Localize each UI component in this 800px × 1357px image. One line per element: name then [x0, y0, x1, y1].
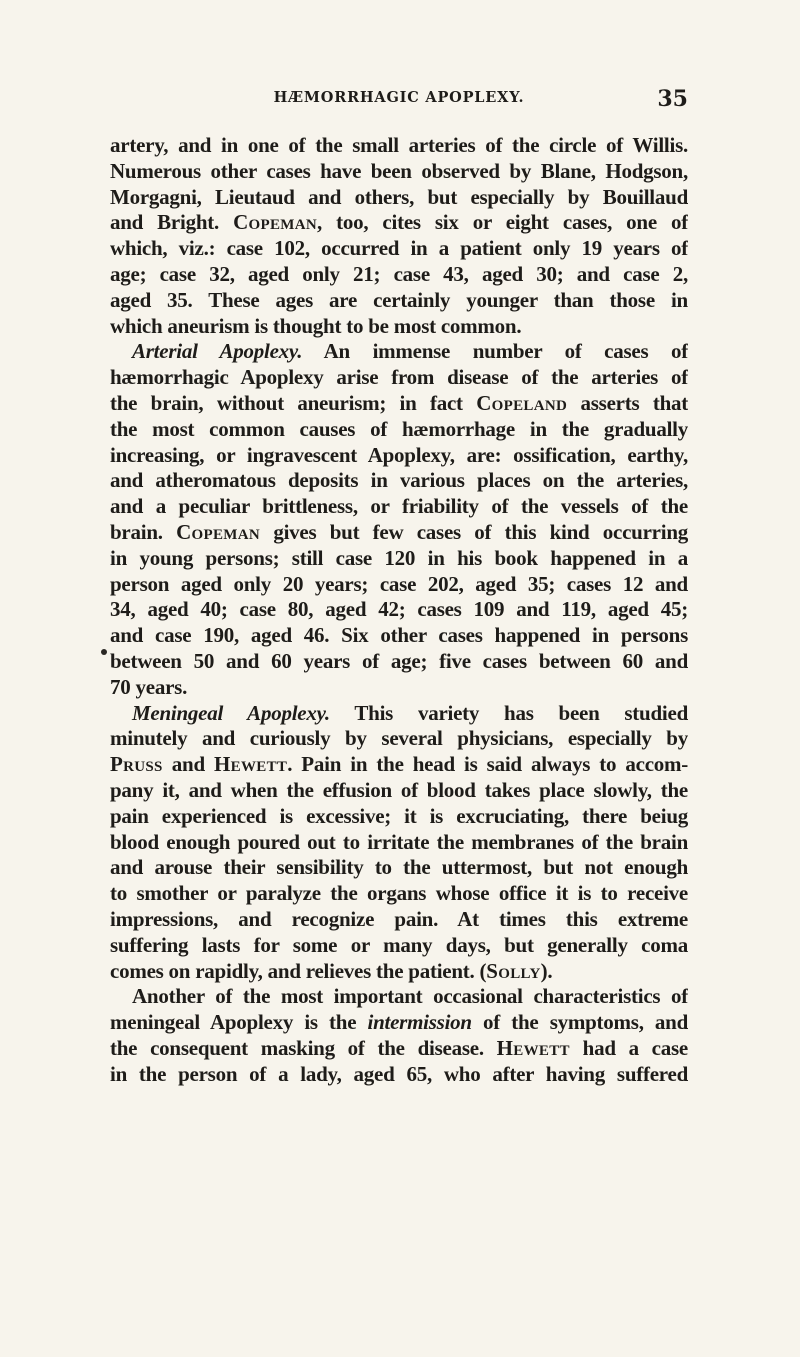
text-run: aged 35. These ages are certainly younger than those in	[110, 287, 688, 312]
text-run: between 50 and 60 years of age; five cases between 60 and	[110, 648, 688, 673]
text-line	[110, 959, 688, 985]
text-run: suffering lasts for some or many days, but generally coma	[110, 932, 688, 957]
text-line	[110, 468, 688, 494]
text-run: asserts that	[567, 390, 688, 415]
author-name: Solly	[486, 958, 541, 983]
text-run: and	[162, 752, 215, 777]
text-run: minutely and curiously by several physicians, especially by	[110, 726, 688, 751]
text-line	[110, 339, 688, 365]
text-line	[110, 494, 688, 520]
text-run: brain.	[110, 519, 177, 544]
text-run: . Pain in the head is said always to accom-	[287, 752, 688, 777]
text-line	[110, 288, 688, 314]
text-run: of the symptoms, and	[471, 1010, 688, 1035]
text-line	[110, 546, 688, 572]
text-run: , too, cites six or eight cases, one of	[317, 210, 688, 235]
text-run: the consequent masking of the disease.	[110, 1035, 497, 1060]
author-name: Copeland	[476, 390, 568, 415]
text-run: 70 years.	[110, 674, 188, 699]
text-run: in young persons; still case 120 in his book happened in a	[110, 545, 688, 570]
text-line	[110, 623, 688, 649]
text-line	[110, 597, 688, 623]
text-run: age; case 32, aged only 21; case 43, aged 30; and case 2,	[110, 261, 688, 286]
author-name: Hewett	[496, 1035, 570, 1060]
running-title: HÆMORRHAGIC APOPLEXY.	[273, 89, 525, 106]
text-run: pain experienced is excessive; it is excruciating, there beiug	[110, 803, 688, 828]
text-run: and atheromatous deposits in various places on the arteries,	[110, 468, 688, 493]
italic-term: Meningeal Apoplexy.	[132, 700, 330, 725]
text-line	[110, 443, 688, 469]
text-run: had a case	[569, 1035, 688, 1060]
text-run: gives but few cases of this kind occurring	[260, 519, 688, 544]
author-name: Copeman	[176, 519, 261, 544]
text-run: Numerous other cases have been observed by Blane, Hodgson,	[110, 158, 688, 183]
text-line	[110, 391, 688, 417]
text-run: impressions, and recognize pain. At times this extreme	[110, 906, 688, 931]
text-line	[110, 1062, 688, 1088]
text-line	[110, 133, 688, 159]
text-run: the most common causes of hæmorrhage in the gradually	[110, 416, 688, 441]
text-run: Morgagni, Lieutaud and others, but especially by Bouillaud	[110, 184, 688, 209]
text-line	[110, 881, 688, 907]
text-line	[110, 417, 688, 443]
text-line	[110, 262, 688, 288]
text-run: and Bright.	[110, 210, 234, 235]
author-name: Pruss	[110, 752, 163, 777]
page-number: 35	[657, 86, 688, 112]
text-run: pany it, and when the effusion of blood takes place slowly, the	[110, 777, 688, 802]
text-line	[110, 933, 688, 959]
text-run: in the person of a lady, aged 65, who after having suffered	[110, 1061, 688, 1086]
text-line	[110, 159, 688, 185]
text-run: increasing, or ingravescent Apoplexy, are: ossification, earthy,	[110, 442, 688, 467]
text-run: 34, aged 40; case 80, aged 42; cases 109 and 119, aged 45;	[110, 597, 688, 622]
text-line	[110, 701, 688, 727]
italic-term: intermission	[367, 1010, 472, 1035]
text-line	[110, 855, 688, 881]
text-run: An immense number of cases of	[302, 339, 688, 364]
text-run: which, viz.: case 102, occurred in a patient only 19 years of	[110, 236, 688, 261]
text-line	[110, 907, 688, 933]
text-line	[110, 778, 688, 804]
text-run: comes on rapidly, and relieves the patient. (	[110, 958, 487, 983]
text-run: which aneurism is thought to be most common.	[110, 313, 522, 338]
text-line	[110, 1036, 688, 1062]
text-line	[110, 520, 688, 546]
text-line	[110, 675, 688, 701]
text-line	[110, 752, 688, 778]
text-line	[110, 236, 688, 262]
text-run: the brain, without aneurism; in fact	[110, 390, 477, 415]
text-line	[110, 726, 688, 752]
text-run: and case 190, aged 46. Six other cases happened in persons	[110, 623, 688, 648]
text-line	[110, 210, 688, 236]
text-line	[110, 649, 688, 675]
text-line	[110, 572, 688, 598]
author-name: Copeman	[233, 210, 318, 235]
text-run: This variety has been studied	[329, 700, 688, 725]
text-line	[110, 1010, 688, 1036]
text-run: and arouse their sensibility to the uttermost, but not enough	[110, 855, 688, 880]
text-run: to smother or paralyze the organs whose office it is to receive	[110, 881, 688, 906]
text-run: Another of the most important occasional characteristics of	[132, 984, 688, 1009]
text-run: person aged only 20 years; case 202, aged 35; cases 12 and	[110, 571, 688, 596]
text-run: ).	[540, 958, 553, 983]
text-line	[110, 314, 688, 340]
author-name: Hewett	[214, 752, 288, 777]
text-run: and a peculiar brittleness, or friability of the vessels of the	[110, 494, 688, 519]
text-run: hæmorrhagic Apoplexy arise from disease of the arteries of	[110, 365, 688, 390]
ink-spot-mark	[101, 649, 107, 655]
text-line	[110, 984, 688, 1010]
text-line	[110, 365, 688, 391]
text-line	[110, 185, 688, 211]
body-text	[110, 133, 688, 1087]
text-line	[110, 830, 688, 856]
text-line	[110, 804, 688, 830]
italic-term: Arterial Apoplexy.	[132, 339, 303, 364]
text-run: artery, and in one of the small arteries of the circle of Willis.	[110, 133, 688, 157]
text-run: meningeal Apoplexy is the	[110, 1010, 368, 1035]
page-header	[110, 86, 688, 116]
text-run: blood enough poured out to irritate the membranes of the brain	[110, 829, 688, 854]
